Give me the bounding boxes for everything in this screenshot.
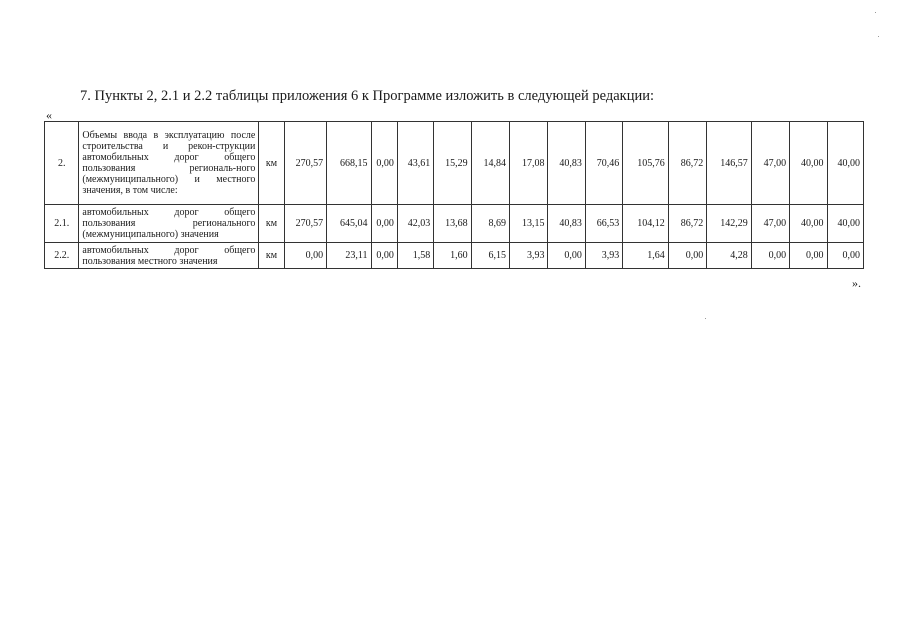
value-cell: 6,15 bbox=[471, 243, 509, 269]
value-cell: 47,00 bbox=[751, 205, 789, 243]
closing-quote: ». bbox=[852, 276, 861, 290]
row-number-cell: 2. bbox=[45, 122, 79, 205]
value-cell: 15,29 bbox=[434, 122, 471, 205]
value-cell: 146,57 bbox=[707, 122, 751, 205]
value-cell: 40,00 bbox=[790, 205, 827, 243]
value-cell: 0,00 bbox=[371, 205, 397, 243]
value-cell: 270,57 bbox=[284, 122, 326, 205]
value-cell: 0,00 bbox=[371, 122, 397, 205]
value-cell: 105,76 bbox=[623, 122, 669, 205]
value-cell: 0,00 bbox=[827, 243, 863, 269]
value-cell: 0,00 bbox=[548, 243, 585, 269]
scan-speck bbox=[705, 318, 706, 319]
value-cell: 40,00 bbox=[827, 205, 863, 243]
amendment-heading: 7. Пункты 2, 2.1 и 2.2 таблицы приложения 6 к Программе изложить в следующей редакции: bbox=[80, 88, 655, 104]
value-cell: 86,72 bbox=[668, 205, 706, 243]
value-cell: 42,03 bbox=[397, 205, 433, 243]
value-cell: 40,00 bbox=[790, 122, 827, 205]
table-row bbox=[45, 122, 864, 205]
row-description-cell: Объемы ввода в эксплуатацию после строительства и рекон-струкции автомобильных дорог общего пользования региональ-ного (межмуниципального) и местного значения, в том числе: bbox=[79, 122, 259, 205]
value-cell: 142,29 bbox=[707, 205, 751, 243]
unit-cell: км bbox=[259, 243, 284, 269]
value-cell: 14,84 bbox=[471, 122, 509, 205]
program-table bbox=[44, 121, 864, 269]
value-cell: 645,04 bbox=[327, 205, 371, 243]
value-cell: 270,57 bbox=[284, 205, 326, 243]
row-number-cell: 2.2. bbox=[45, 243, 79, 269]
value-cell: 4,28 bbox=[707, 243, 751, 269]
value-cell: 0,00 bbox=[751, 243, 789, 269]
value-cell: 8,69 bbox=[471, 205, 509, 243]
row-description-cell: автомобильных дорог общего пользования регионального (межмуниципального) значения bbox=[79, 205, 259, 243]
value-cell: 1,58 bbox=[397, 243, 433, 269]
unit-cell: км bbox=[259, 122, 284, 205]
value-cell: 13,15 bbox=[510, 205, 548, 243]
value-cell: 3,93 bbox=[510, 243, 548, 269]
value-cell: 1,60 bbox=[434, 243, 471, 269]
value-cell: 70,46 bbox=[585, 122, 622, 205]
value-cell: 23,11 bbox=[327, 243, 371, 269]
unit-cell: км bbox=[259, 205, 284, 243]
value-cell: 104,12 bbox=[623, 205, 669, 243]
value-cell: 40,83 bbox=[548, 205, 585, 243]
value-cell: 47,00 bbox=[751, 122, 789, 205]
value-cell: 3,93 bbox=[585, 243, 622, 269]
value-cell: 0,00 bbox=[668, 243, 706, 269]
value-cell: 668,15 bbox=[327, 122, 371, 205]
opening-quote: « bbox=[46, 108, 52, 122]
value-cell: 0,00 bbox=[790, 243, 827, 269]
value-cell: 86,72 bbox=[668, 122, 706, 205]
row-description-cell: автомобильных дорог общего пользования местного значения bbox=[79, 243, 259, 269]
row-number-cell: 2.1. bbox=[45, 205, 79, 243]
value-cell: 0,00 bbox=[284, 243, 326, 269]
scan-speck bbox=[878, 36, 879, 37]
value-cell: 17,08 bbox=[510, 122, 548, 205]
value-cell: 1,64 bbox=[623, 243, 669, 269]
value-cell: 13,68 bbox=[434, 205, 471, 243]
value-cell: 40,83 bbox=[548, 122, 585, 205]
scan-speck bbox=[875, 12, 876, 13]
value-cell: 43,61 bbox=[397, 122, 433, 205]
value-cell: 0,00 bbox=[371, 243, 397, 269]
table-row bbox=[45, 205, 864, 243]
value-cell: 66,53 bbox=[585, 205, 622, 243]
value-cell: 40,00 bbox=[827, 122, 863, 205]
table-row bbox=[45, 243, 864, 269]
